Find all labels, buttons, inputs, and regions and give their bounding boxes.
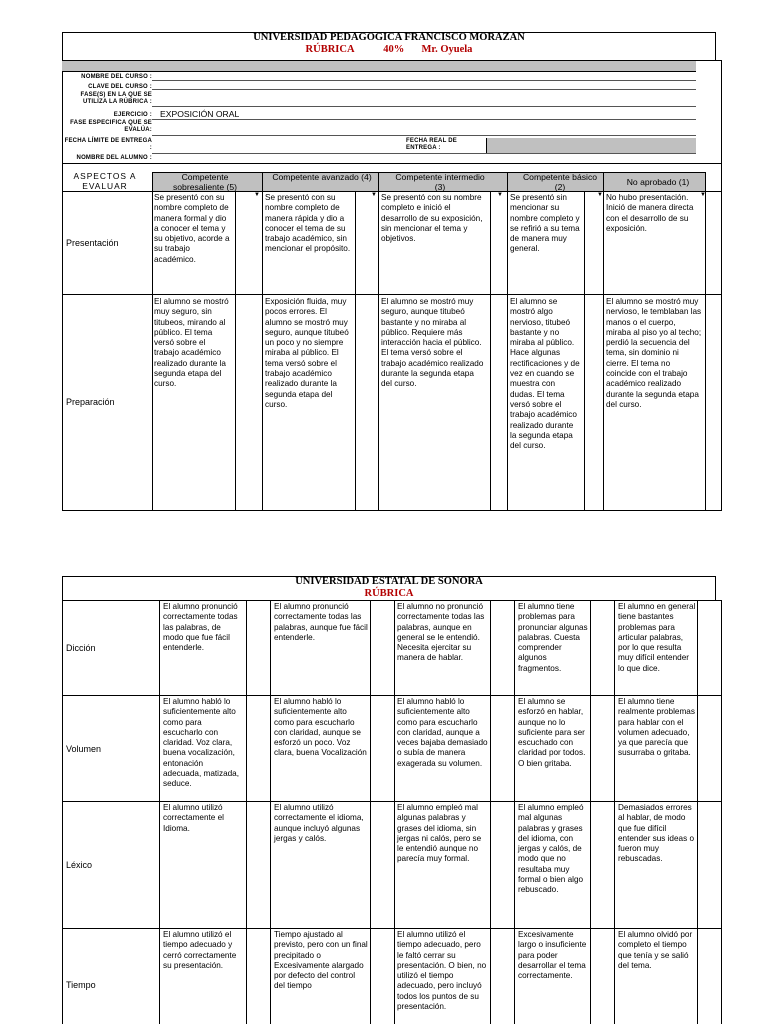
cell-tiempo-4: Tiempo ajustado al previsto, pero con un final precipitado o Excesivamente alargado por defecto del control del tiempo xyxy=(274,930,368,991)
label-ejercicio: EJERCICIO : xyxy=(113,112,152,118)
level-header-1: No aprobado (1) xyxy=(626,177,690,187)
rubric-subtitle-2: RÚBRICA xyxy=(364,588,414,599)
label-fase-especifica: FASE ESPECIFICA QUE SE EVALÚA: xyxy=(70,120,152,133)
cell-diccion-1: El alumno en general tiene bastantes problemas para articular palabras, por lo que resulta muy difícil entender lo que dice. xyxy=(618,602,696,673)
row-label-volumen: Volumen xyxy=(66,744,102,754)
cell-preparacion-5: El alumno se mostró muy seguro, sin titubeos, mirando al público. El tema versó sobre el trabajo académico realizado durante la segunda etapa del curso. xyxy=(154,297,229,389)
label-clave-curso: CLAVE DEL CURSO : xyxy=(88,84,152,90)
label-fase: FASE(S) EN LA QUE SE UTILIZA LA RÚBRICA : xyxy=(80,92,152,105)
cell-diccion-4: El alumno pronunció correctamente todas las palabras, aunque fue fácil entenderle. xyxy=(274,602,368,642)
cell-presentacion-5: Se presentó con su nombre completo de manera formal y dio a conocer el tema y su objetivo, acorde a su trabajo académico. xyxy=(154,193,230,264)
label-nombre-alumno: NOMBRE DEL ALUMNO : xyxy=(76,155,152,161)
cell-lexico-2: El alumno empleó mal algunas palabras y grases del idioma, con jergas y calós, de modo que no resultaba muy formal o bien algo rebuscado. xyxy=(518,803,584,895)
level-header-2: Competente básico (2) xyxy=(522,172,598,192)
label-fecha-limite: FECHA LÍMITE DE ENTREGA : xyxy=(64,138,152,151)
level-header-5: Competente sobresaliente (5) xyxy=(172,172,237,192)
cell-preparacion-2: El alumno se mostró algo nervioso, titubeó bastante y no miraba al público. Hace algunas rectificaciones y de vez en cuando se muestra con dudas. El tema versó sobre el trabajo académico realizado durante la segunda etapa del curso. xyxy=(510,297,580,451)
university-title: UNIVERSIDAD PEDAGOGICA FRANCISCO MORAZAN xyxy=(253,32,525,43)
level-header-4: Competente avanzado (4) xyxy=(272,172,372,182)
cell-preparacion-3: El alumno se mostró muy seguro, aunque titubeó bastante y no miraba al público. Requiere más interacción hacia el público. El tema versó sobre el trabajo académico realizado durante la segunda etapa del curso. xyxy=(381,297,484,389)
rubric-subtitle: RÚBRICA 40% Mr. Oyuela xyxy=(305,44,473,55)
cell-presentacion-2: Se presentó sin mencionar su nombre completo y se refirió a su tema de manera muy general. xyxy=(510,193,580,254)
cell-tiempo-5: El alumno utilizó el tiempo adecuado y cerró correctamente su presentación. xyxy=(163,930,237,970)
cell-lexico-3: El alumno empleó mal algunas palabras y grases del idioma, sin jergas ni calós, pero se le entendió aunque no parecía muy formal. xyxy=(397,803,482,864)
row-label-presentacion: Presentación xyxy=(66,238,119,248)
cell-lexico-4: El alumno utilizó correctamente el idioma, aunque incluyó algunas jergas y calós. xyxy=(274,803,364,843)
cell-volumen-4: El alumno habló lo suficientemente alto como para escucharlo con claridad, aunque se esforzó un poco. Voz clara, buena Vocalización xyxy=(274,697,367,758)
cell-presentacion-3: Se presentó con su nombre completo e inició el desarrollo de su exposición, sin mencionar el tema y objetivos. xyxy=(381,193,483,244)
header-gray-bar xyxy=(62,60,696,71)
cell-lexico-1: Demasiados errores al hablar, de modo que fue difícil entender sus ideas o fueron muy rebuscadas. xyxy=(618,803,695,864)
row-label-diccion: Dicción xyxy=(66,643,96,653)
cell-presentacion-1: No hubo presentación. Inició de manera directa con el desarrollo de su exposición. xyxy=(606,193,694,233)
cell-tiempo-1: El alumno olvidó por completo el tiempo que tenía y se salió del tema. xyxy=(618,930,693,970)
cell-volumen-2: El alumno se esforzó en hablar, aunque no lo suficiente para ser escuchado con claridad por todos. O bien gritaba. xyxy=(518,697,586,768)
university-title-2: UNIVERSIDAD ESTATAL DE SONORA xyxy=(295,576,483,587)
cell-tiempo-2: Excesivamente largo o insuficiente para poder desarrollar el tema correctamente. xyxy=(518,930,587,981)
row-label-lexico: Léxico xyxy=(66,860,93,870)
ejercicio-value: EXPOSICIÓN ORAL xyxy=(160,109,240,119)
cell-volumen-3: El alumno habló lo suficientemente alto como para escucharlo con claridad, aunque a veces bajaba demasiado o subía de manera exagerada su volumen. xyxy=(397,697,488,768)
cell-lexico-5: El alumno utilizó correctamente el Idioma. xyxy=(163,803,224,833)
cell-preparacion-4: Exposición fluida, muy pocos errores. El alumno se mostró muy seguro, aunque titubeó un poco y no siempre miraba al público. El tema versó sobre el trabajo académico realizado durante la segunda etapa del curso. xyxy=(265,297,349,409)
level-header-3: Competente intermedio (3) xyxy=(395,172,485,192)
cell-volumen-5: El alumno habló lo suficientemente alto como para escucharlo con claridad. Voz clara, buena vocalización, entonación adecuada, matizada, seduce. xyxy=(163,697,240,789)
cell-diccion-3: El alumno no pronunció correctamente todas las palabras, aunque en general se le entendió. Necesita ejercitar su manera de hablar. xyxy=(397,602,485,663)
cell-diccion-5: El alumno pronunció correctamente todas las palabras, de modo que fue fácil entenderle. xyxy=(163,602,238,653)
cell-preparacion-1: El alumno se mostró muy nervioso, le temblaban las manos o el cuerpo, miraba al piso yo al techo; perdió la secuencia del tema, sin dominio ni cierre. El tema no coincide con el trabajo académico realizado durante la segunda etapa del curso. xyxy=(606,297,702,409)
aspects-header: ASPECTOS A EVALUAR xyxy=(73,171,137,191)
cell-volumen-1: El alumno tiene realmente problemas para hablar con el volumen adecuado, ya que parecía que susurraba o gritaba. xyxy=(618,697,695,758)
cell-tiempo-3: El alumno utilizó el tiempo adecuado, pero le faltó cerrar su presentación. O bien, no utilizó el tiempo adecuado, pero incluyó todos los puntos de su presentación. xyxy=(397,930,487,1012)
row-label-tiempo: Tiempo xyxy=(66,980,96,990)
fecha-real-field[interactable] xyxy=(486,138,696,153)
label-nombre-curso: NOMBRE DEL CURSO : xyxy=(81,74,152,80)
cell-diccion-2: El alumno tiene problemas para pronunciar algunas palabras. Cuesta comprender algunos fragmentos. xyxy=(518,602,588,673)
row-label-preparacion: Preparación xyxy=(66,397,115,407)
label-fecha-real: FECHA REAL DE ENTREGA : xyxy=(406,138,457,151)
cell-presentacion-4: Se presentó con su nombre completo de manera rápida y dio a conocer el tema de su trabajo académico, sin mencionar el propósito. xyxy=(265,193,351,254)
